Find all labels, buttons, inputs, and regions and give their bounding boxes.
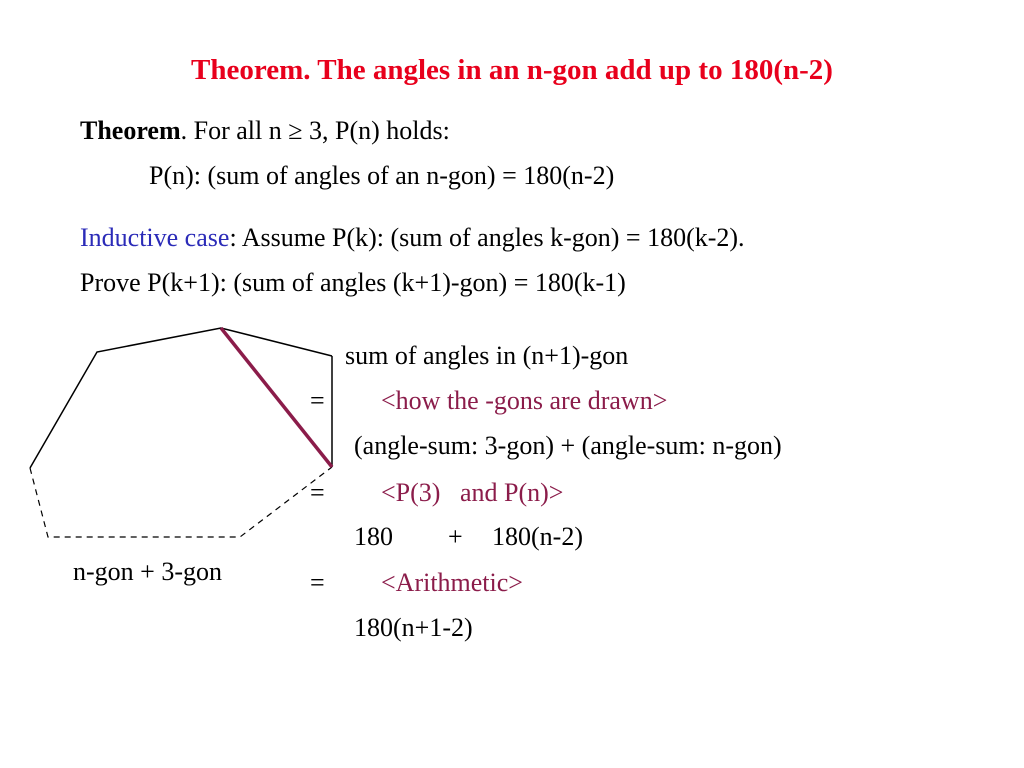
- proof-equals-3: =: [310, 568, 325, 597]
- proof-line-3-180: 180: [354, 522, 393, 551]
- figure-caption: n-gon + 3-gon: [73, 557, 222, 586]
- proof-line-1: sum of angles in (n+1)-gon: [345, 341, 629, 370]
- inductive-case-text: : Assume P(k): (sum of angles k-gon) = 180(k-2).: [229, 223, 745, 252]
- theorem-label: Theorem: [80, 116, 181, 145]
- proof-hint-3: <Arithmetic>: [381, 568, 523, 597]
- ngon-dashed-edges: [30, 467, 332, 537]
- proof-hint-1: <how the -gons are drawn>: [381, 386, 668, 415]
- proof-line-4: 180(n+1-2): [354, 613, 473, 642]
- ngon-solid-edges: [30, 328, 332, 468]
- proof-hint-2: <P(3) and P(n)>: [381, 478, 564, 507]
- proof-line-3-plus: +: [448, 522, 463, 551]
- proof-line-3-term: 180(n-2): [492, 522, 583, 551]
- pn-definition: P(n): (sum of angles of an n-gon) = 180(n-2): [149, 161, 615, 190]
- theorem-text: . For all n ≥ 3, P(n) holds:: [180, 116, 450, 145]
- slide-title: Theorem. The angles in an n-gon add up to 180(n-2): [191, 54, 833, 86]
- proof-equals-2: =: [310, 478, 325, 507]
- prove-statement: Prove P(k+1): (sum of angles (k+1)-gon) = 180(k-1): [80, 268, 626, 297]
- proof-line-2: (angle-sum: 3-gon) + (angle-sum: n-gon): [354, 431, 782, 460]
- proof-equals-1: =: [310, 386, 325, 415]
- inductive-case-label: Inductive case: [80, 223, 230, 252]
